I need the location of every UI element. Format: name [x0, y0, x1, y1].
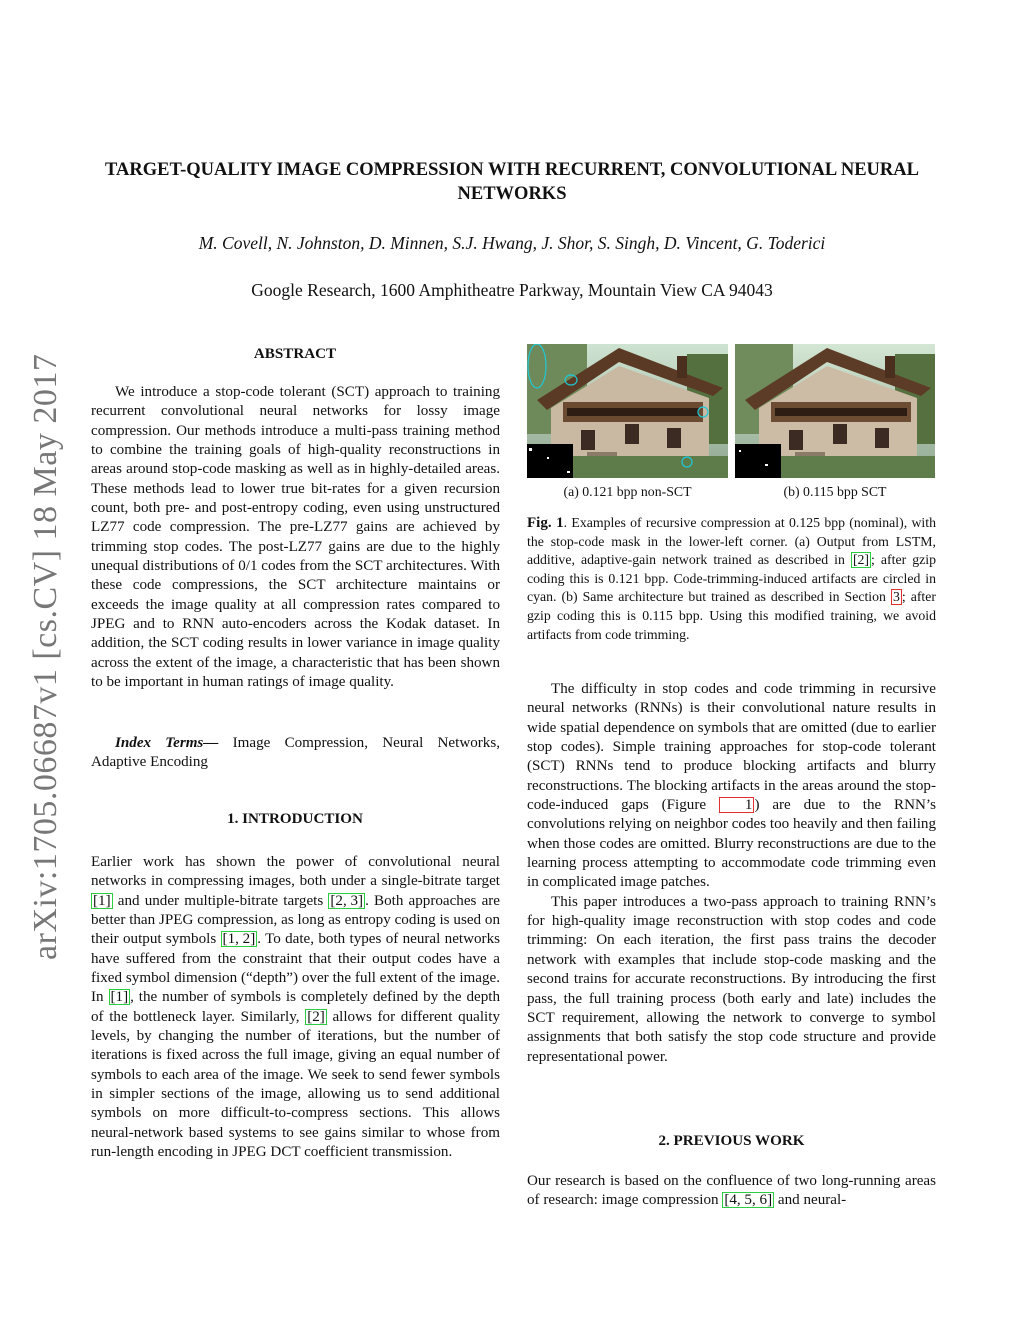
abstract-text: We introduce a stop-code tolerant (SCT) approach to training recurrent convolutional neural networks for lossy image compression. Our methods introduce a multi-pass training method to combine the training goals of high-quality reconstructions in areas around stop-code masking as well as in highly-detailed areas. These methods lead to lower true bit-rates for a given recursion count, both pre- and post-entropy coding, even using unstructured LZ77 code compression. The pre-LZ77 gains are achieved by trimming stop codes. The post-LZ77 gains are due to the highly unequal distributions of 0/1 codes from the SCT architectures. With these code compressions, the SCT architecture maintains or exceeds the image quality at all compression rates compared to JPEG and to RNN auto-encoders across the Kodak dataset. In addition, the SCT coding results in lower variance in image quality across the extent of the image, a characteristic that has been shown to be important in human ratings of image quality. — [91, 384, 500, 691]
intro-text: and under multiple-bitrate targets — [112, 892, 329, 909]
caption-text: . Examples of recursive compression at 0.125 bpp (nominal), with the stop-code mask in the lower-left corner. (a) Output from LSTM, additive, adaptive-gain network trained as described in — [527, 515, 936, 568]
figure-label: Fig. 1 — [527, 515, 564, 531]
affiliation: Google Research, 1600 Amphitheatre Parkway, Mountain View CA 94043 — [251, 280, 773, 300]
figure-1a-image — [527, 344, 728, 478]
intro-text: , the number of symbols is completely defined by the depth of the bottleneck layer. Similarly, — [91, 989, 500, 1025]
index-terms-text: Image Compression, Neural Networks, Adaptive Encoding — [91, 735, 500, 771]
intro-text: . Both approaches are better than JPEG compression, as long as entropy coding is used on their output symbols — [91, 892, 500, 948]
subcaption-b: (b) 0.115 bpp SCT — [783, 484, 887, 499]
caption-text: ; after gzip coding this is 0.115 bpp. Using this modified training, we avoid artifacts from code trimming. — [527, 589, 936, 642]
arxiv-identifier: arXiv:1705.06687v1 [cs.CV] 18 May 2017 — [27, 353, 64, 960]
author-list: M. Covell, N. Johnston, D. Minnen, S.J. Hwang, J. Shor, S. Singh, D. Vincent, G. Toderici — [198, 233, 826, 253]
body-text: The difficulty in stop codes and code trimming in recursive neural networks (RNNs) is their convolutional nature results in wide spatial dependence on symbols that are omitted (due to earlier stop codes). Simple training approaches for stop-code tolerant (SCT) RNNs tend to produce blocking artifacts and blurry reconstructions. The blocking artifacts in the areas around the stop-code-induced gaps (Figure — [527, 681, 936, 814]
citation-link[interactable]: [1] — [110, 989, 129, 1006]
citation-link[interactable]: [1, 2] — [222, 931, 256, 948]
body-text: and neural- — [774, 1192, 847, 1209]
citation-link[interactable]: [2] — [852, 552, 870, 568]
introduction-body — [91, 853, 500, 1163]
previous-work-heading: 2. PREVIOUS WORK — [658, 1133, 805, 1149]
figure-ref-link[interactable]: 1 — [719, 797, 755, 813]
citation-link[interactable]: [2] — [307, 1008, 325, 1025]
figure-caption — [527, 514, 936, 644]
abstract-body — [91, 383, 500, 693]
subcaption-a: (a) 0.121 bpp non-SCT — [563, 484, 692, 499]
caption-text: ; after gzip coding this is 0.121 bpp. Code-trimming-induced artifacts are circled in cyan. (b) Same architecture but trained as described in Section — [527, 552, 936, 605]
citation-link[interactable]: [2, 3] — [330, 892, 364, 909]
paper-title: TARGET-QUALITY IMAGE COMPRESSION WITH RECURRENT, CONVOLUTIONAL NEURAL NETWORKS — [105, 160, 919, 204]
section-ref-link[interactable]: 3 — [892, 589, 900, 605]
house-photo-sct — [735, 344, 935, 478]
intro-text: . To date, both types of neural networks have suffered from the constraint that their output codes have a fixed symbol dimension (“depth”) over the full extent of the image. In — [91, 931, 500, 1006]
citation-link[interactable]: [4, 5, 6] — [724, 1192, 773, 1209]
index-terms — [91, 734, 500, 773]
figure-1b-image — [735, 344, 935, 478]
body-text: Our research is based on the confluence of two long-running areas of research: image compression — [527, 1173, 936, 1209]
body-text: ) are due to the RNN’s convolutions relying on neighbor codes too heavily and then failing when those codes are omitted. Blurry reconstructions are due to the learning process attempting to accommodate code trimming even in complicated image patches. — [527, 797, 936, 891]
previous-work-body — [527, 1172, 936, 1211]
house-photo-non-sct — [527, 344, 728, 478]
index-terms-label: Index Terms— — [115, 735, 219, 751]
intro-text: allows for different quality levels, by changing the number of iterations, but the number of iterations is fixed across the full image, giving an equal number of symbols to each area of the image. We seek to send fewer symbols in simpler sections of the image, allowing us to send additional symbols on more difficult-to-compress sections. This allows neural-network based systems to see gains similar to whose from run-length encoding in JPEG DCT coefficient transmission. — [91, 1008, 500, 1161]
body-paragraph: This paper introduces a two-pass approach to training RNN’s for high-quality image reconstruction with stop codes and code trimming: On each iteration, the first pass trains the decoder network with examples that include stop-code masking and the second trains for accurate reconstructions. By introducing the first pass, the full training process (both early and late) includes the SCT requirement, allowing the network to converge to symbol assignments that both satisfy the stop code structure and provide representational power. — [527, 893, 936, 1065]
abstract-heading: ABSTRACT — [253, 346, 337, 362]
citation-link[interactable]: [1] — [93, 892, 111, 909]
right-column-body — [527, 680, 936, 1067]
intro-text: Earlier work has shown the power of convolutional neural networks in compressing images, both under a single-bitrate target — [91, 854, 500, 890]
introduction-heading: 1. INTRODUCTION — [227, 811, 363, 827]
